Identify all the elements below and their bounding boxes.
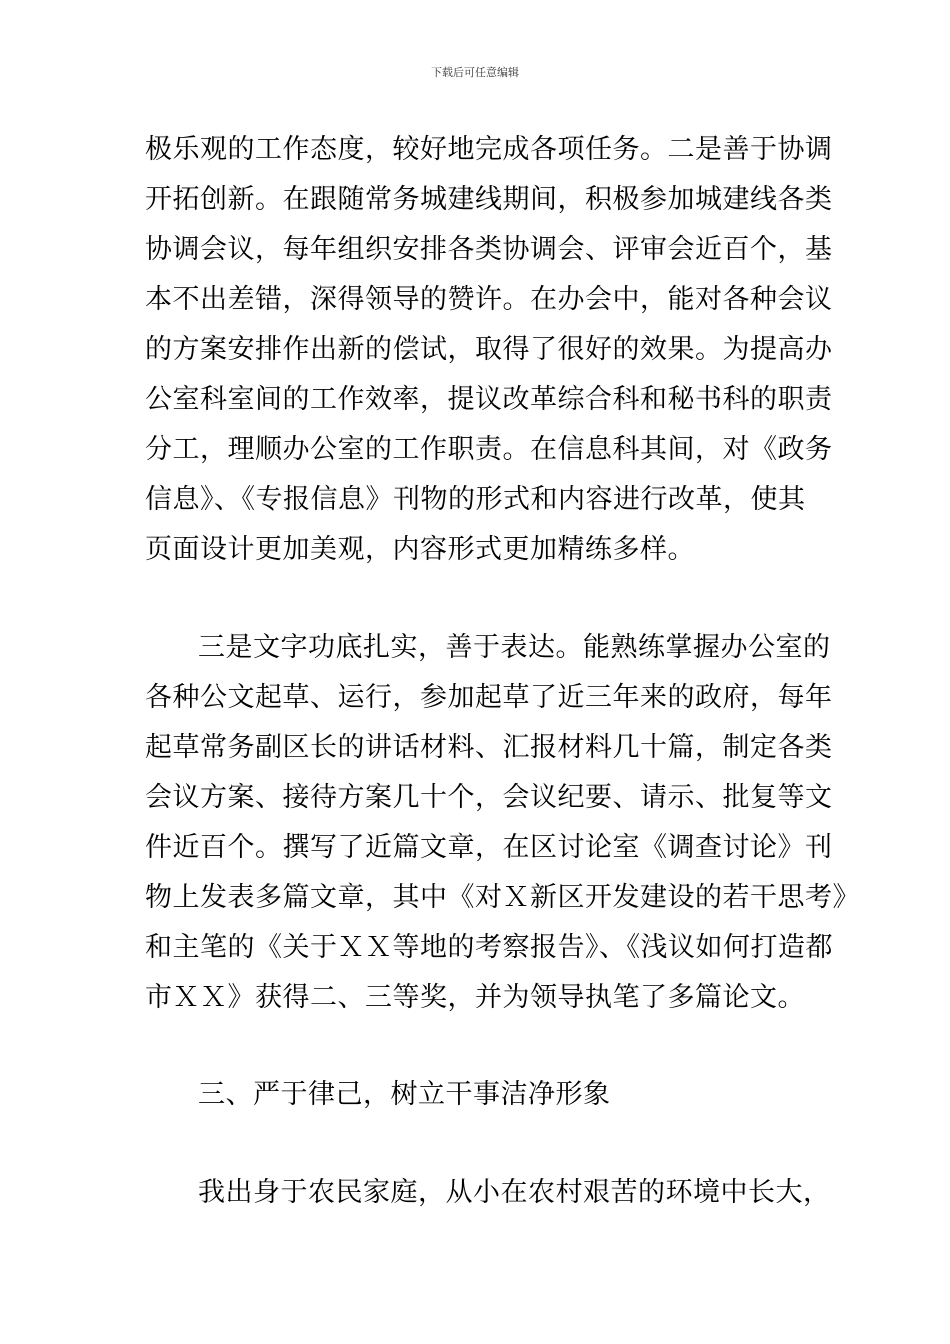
- text-line: 起草常务副区长的讲话材料、汇报材料几十篇，制定各类: [145, 732, 833, 763]
- text-line: 三是文字功底扎实，善于表达。能熟练掌握办公室的: [198, 632, 831, 663]
- text-line: 分工，理顺办公室的工作职责。在信息科其间，对《政务: [145, 434, 833, 465]
- text-line: 我出身于农民家庭，从小在农村艰苦的环境中长大，: [198, 1177, 831, 1208]
- text-line: 三、严于律己，树立干事洁净形象: [198, 1079, 611, 1110]
- text-line: 件近百个。撰写了近篇文章，在区讨论室《调查讨论》刊: [145, 832, 833, 863]
- text-line: 各种公文起草、运行，参加起草了近三年来的政府，每年: [145, 682, 833, 713]
- text-line: 开拓创新。在跟随常务城建线期间，积极参加城建线各类: [145, 184, 833, 215]
- text-line: 极乐观的工作态度，较好地完成各项任务。二是善于协调: [145, 134, 833, 165]
- text-line: 物上发表多篇文章，其中《对Ｘ新区开发建设的若干思考》: [145, 882, 860, 913]
- page-header: 下载后可任意编辑: [431, 66, 519, 79]
- text-line: 页面设计更加美观，内容形式更加精练多样。: [145, 534, 695, 565]
- text-line: 会议方案、接待方案几十个，会议纪要、请示、批复等文: [145, 782, 833, 813]
- text-line: 和主笔的《关于ＸＸ等地的考察报告》、《浅议如何打造都: [145, 932, 833, 963]
- text-line: 的方案安排作出新的偿试，取得了很好的效果。为提高办: [145, 334, 833, 365]
- text-line: 市ＸＸ》获得二、三等奖，并为领导执笔了多篇论文。: [145, 982, 805, 1013]
- text-line: 信息》、《专报信息》刊物的形式和内容进行改革，使其: [145, 484, 806, 515]
- text-line: 本不出差错，深得领导的赞许。在办会中，能对各种会议: [145, 284, 833, 315]
- text-line: 协调会议，每年组织安排各类协调会、评审会近百个，基: [145, 234, 833, 265]
- text-line: 公室科室间的工作效率，提议改革综合科和秘书科的职责: [145, 384, 833, 415]
